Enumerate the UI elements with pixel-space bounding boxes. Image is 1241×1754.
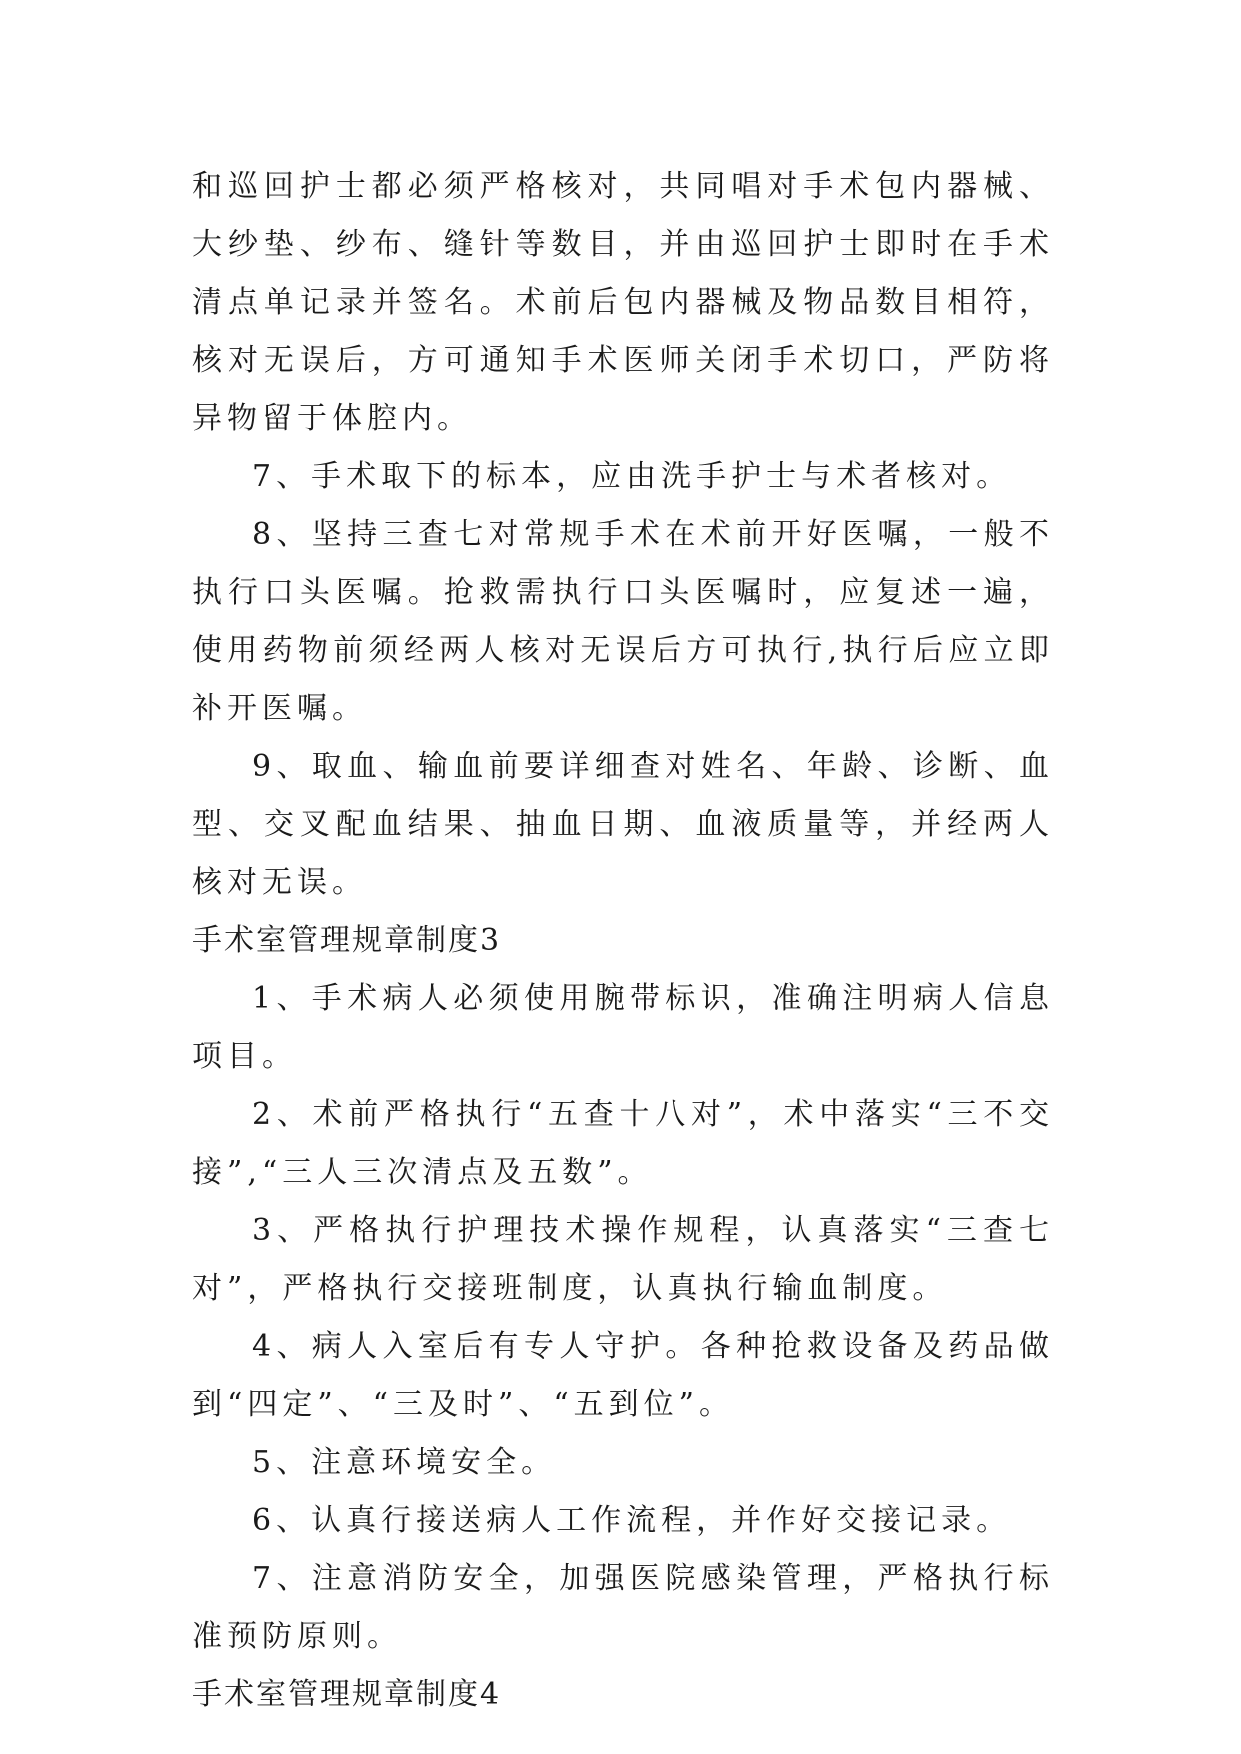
section-heading-4: 手术室管理规章制度4	[192, 1677, 502, 1712]
paragraph-blood-transfusion: 9、取血、输血前要详细查对姓名、年龄、诊断、血型、交叉配血结果、抽血日期、血液质量等，并经两人核对无误。	[192, 749, 1054, 900]
paragraph-count-check: 和巡回护士都必须严格核对，共同唱对手术包内器械、大纱垫、纱布、缝针等数目，并由巡回护士即时在手术清点单记录并签名。术前后包内器械及物品数目相符，核对无误后，方可通知手术医师关闭手术切口，严防将异物留于体腔内。	[192, 169, 1054, 436]
paragraph-patient-guard: 4、病人入室后有专人守护。各种抢救设备及药品做到“四定”、“三及时”、“五到位”。	[192, 1329, 1054, 1422]
paragraph-fire-safety: 7、注意消防安全，加强医院感染管理，严格执行标准预防原则。	[192, 1561, 1054, 1654]
paragraph-specimen-check: 7、手术取下的标本，应由洗手护士与术者核对。	[252, 459, 1012, 494]
paragraph-medical-orders: 8、坚持三查七对常规手术在术前开好医嘱，一般不执行口头医嘱。抢救需执行口头医嘱时，应复述一遍，使用药物前须经两人核对无误后方可执行,执行后应立即补开医嘱。	[192, 517, 1054, 726]
section-heading-3: 手术室管理规章制度3	[192, 923, 502, 958]
paragraph-environment-safety: 5、注意环境安全。	[252, 1445, 557, 1480]
paragraph-preop-checks: 2、术前严格执行“五查十八对”，术中落实“三不交接”,“三人三次清点及五数”。	[192, 1097, 1054, 1190]
paragraph-wristband: 1、手术病人必须使用腕带标识，准确注明病人信息项目。	[192, 981, 1054, 1074]
document-body	[192, 158, 1054, 1724]
paragraph-nursing-procedures: 3、严格执行护理技术操作规程，认真落实“三查七对”，严格执行交接班制度，认真执行输血制度。	[192, 1213, 1054, 1306]
paragraph-patient-transfer: 6、认真行接送病人工作流程，并作好交接记录。	[252, 1503, 1012, 1538]
